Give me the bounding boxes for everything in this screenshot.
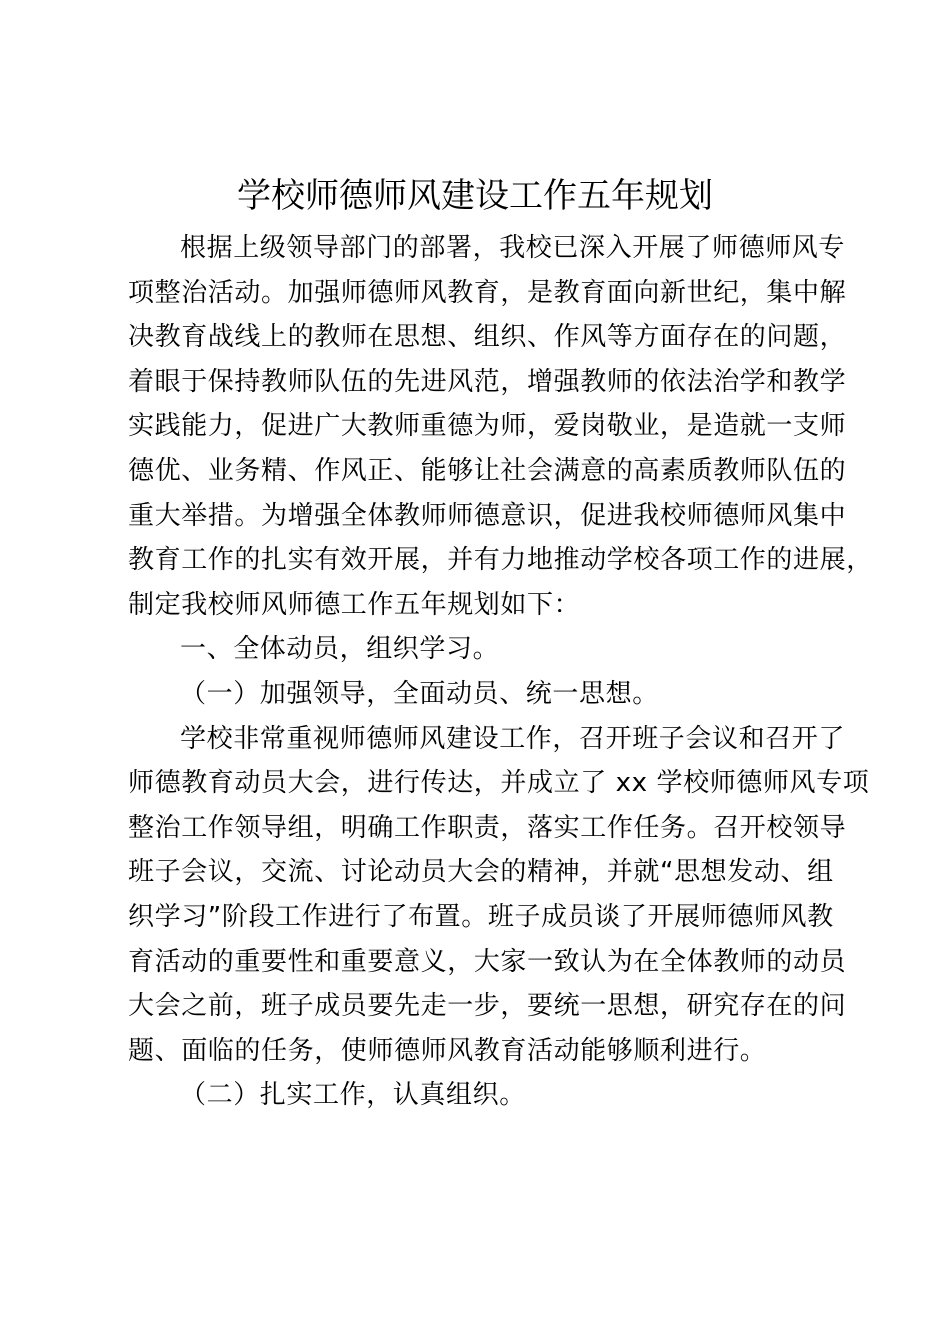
paragraph-line: 班子会议，交流、讨论动员大会的精神，并就“思想发动、组 xyxy=(128,857,834,888)
paragraph-line: 整治工作领导组，明确工作职责，落实工作任务。召开校领导 xyxy=(128,812,847,843)
subsection-heading: （二）扎实工作，认真组织。 xyxy=(180,1080,526,1111)
document-body xyxy=(128,226,873,1118)
paragraph-line: 育活动的重要性和重要意义，大家一致认为在全体教师的动员 xyxy=(128,946,847,977)
paragraph-line: 制定我校师风师德工作五年规划如下： xyxy=(128,589,581,620)
paragraph-line: 根据上级领导部门的部署，我校已深入开展了师德师风专 xyxy=(180,233,846,263)
paragraph-line: 实践能力，促进广大教师重德为师，爱岗敬业，是造就一支师 xyxy=(128,411,847,442)
section-heading: 一、全体动员，组织学习。 xyxy=(180,634,500,665)
document-title: 学校师德师风建设工作五年规划 xyxy=(237,176,713,216)
paragraph-line: 着眼于保持教师队伍的先进风范，增强教师的依法治学和教学 xyxy=(128,366,847,397)
subsection-heading: （一）加强领导，全面动员、统一思想。 xyxy=(180,678,659,709)
paragraph-line: 题、面临的任务，使师德师风教育活动能够顺利进行。 xyxy=(128,1035,767,1066)
paragraph-line: 项整治活动。加强师德师风教育，是教育面向新世纪，集中解 xyxy=(128,277,847,308)
paragraph-line: 学校非常重视师德师风建设工作，召开班子会议和召开了 xyxy=(180,723,846,754)
paragraph-line: 师德教育动员大会，进行传达，并成立了 xx 学校师德师风专项 xyxy=(128,768,870,799)
paragraph-line: 大会之前，班子成员要先走一步，要统一思想，研究存在的问 xyxy=(128,991,847,1022)
paragraph-line: 决教育战线上的教师在思想、组织、作风等方面存在的问题， xyxy=(128,322,847,353)
paragraph-line: 重大举措。为增强全体教师师德意识，促进我校师德师风集中 xyxy=(128,500,847,531)
paragraph-line: 德优、业务精、作风正、能够让社会满意的高素质教师队伍的 xyxy=(128,455,847,486)
paragraph-line: 教育工作的扎实有效开展，并有力地推动学校各项工作的进展， xyxy=(128,545,873,576)
paragraph-line: 织学习”阶段工作进行了布置。班子成员谈了开展师德师风教 xyxy=(128,901,834,932)
